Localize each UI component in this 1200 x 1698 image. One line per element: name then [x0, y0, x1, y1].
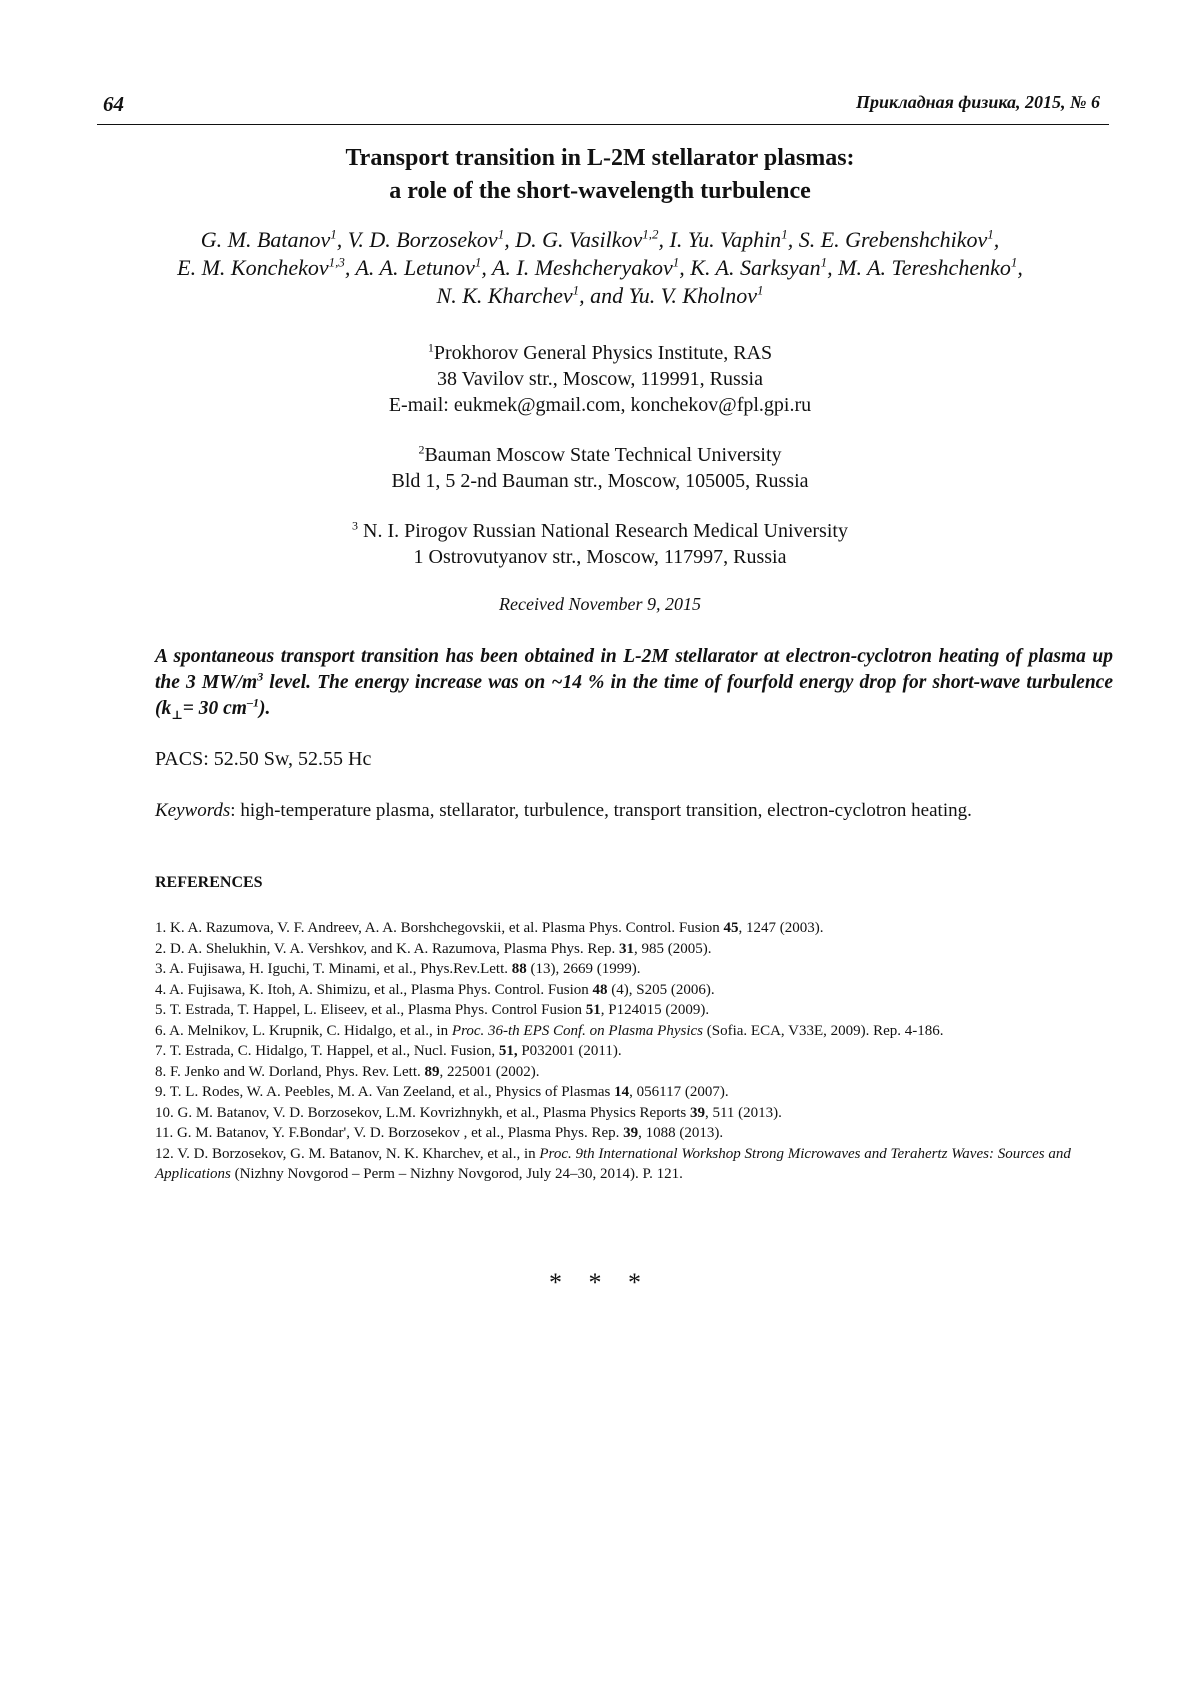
keywords-label: Keywords	[155, 800, 231, 821]
reference-text: Proc. 9th International Workshop Strong Microwaves and Terahertz Waves: Sources and Applications	[155, 1145, 1071, 1182]
reference-text: 9. T. L. Rodes, W. A. Peebles, M. A. Van Zeeland, et al., Physics of Plasmas	[155, 1084, 615, 1100]
reference-text: 7. T. Estrada, C. Hidalgo, T. Happel, et al., Nucl. Fusion,	[155, 1043, 499, 1059]
author-separator: ,	[827, 255, 839, 280]
affiliation-1-name: Prokhorov General Physics Institute, RAS	[433, 342, 773, 364]
affiliation-3-marker: 3	[352, 518, 359, 533]
reference-list	[155, 918, 1115, 1185]
reference-text: 10. G. M. Batanov, V. D. Borzosekov, L.M. Kovrizhnykh, et al., Plasma Physics Reports	[155, 1104, 690, 1121]
reference-text: 39	[689, 1104, 705, 1121]
author-separator: ,	[504, 227, 516, 252]
author-affiliation-marker: 1	[672, 254, 680, 270]
author-name: Yu. V. Kholnov	[628, 283, 757, 308]
author-separator: ,	[679, 255, 691, 280]
author-name: I. Yu. Vaphin	[669, 227, 782, 252]
reference-text: 39	[623, 1125, 639, 1141]
author-name: A. I. Meshcheryakov	[491, 255, 673, 280]
abstract-sup-1: 3	[257, 669, 264, 684]
reference-item	[155, 1123, 1115, 1144]
author-name: S. E. Grebenshchikov	[798, 227, 988, 252]
author-separator: ,	[344, 255, 356, 280]
keywords	[155, 800, 972, 822]
author-separator: ,	[481, 255, 492, 280]
abstract-text-2: level. The energy increase was on ~14 % in the time of fourfold energy drop for short-wave turbulence (k	[155, 672, 1113, 719]
references-heading: REFERENCES	[155, 874, 263, 891]
keywords-text: : high-temperature plasma, stellarator, turbulence, transport transition, electron-cyclotron heating.	[230, 800, 972, 821]
author-separator: ,	[658, 227, 670, 252]
reference-item	[155, 959, 1115, 980]
affiliation-2	[0, 442, 1200, 494]
author-separator: ,	[336, 227, 348, 252]
reference-text: 51,	[498, 1043, 518, 1059]
reference-item	[155, 1144, 1115, 1185]
reference-text: 48	[592, 981, 608, 998]
abstract-text-1: A spontaneous transport transition has been obtained in L-2M stellarator at electron-cyclotron heating of plasma up the 3 MW/m	[155, 646, 1113, 693]
abstract	[155, 644, 1113, 722]
author-affiliation-marker: 1,3	[328, 254, 345, 270]
reference-text: , 1247 (2003).	[738, 920, 824, 936]
reference-item	[155, 1000, 1115, 1021]
author-name: G. M. Batanov	[200, 227, 331, 252]
author-affiliation-marker: 1,2	[642, 226, 659, 242]
title-line-1: Transport transition in L-2M stellarator plasmas:	[345, 145, 855, 171]
reference-item	[155, 1062, 1115, 1083]
author-name: E. M. Konchekov	[177, 255, 329, 280]
reference-text: (Nizhny Novgorod – Perm – Nizhny Novgorod, July 24–30, 2014). P. 121.	[230, 1166, 683, 1182]
reference-text: , 1088 (2013).	[638, 1125, 724, 1141]
reference-text: 1. K. A. Razumova, V. F. Andreev, A. A. Borshchegovskii, et al. Plasma Phys. Control. Fusion	[155, 920, 724, 936]
affiliation-1-address: 38 Vavilov str., Moscow, 119991, Russia	[437, 368, 763, 390]
affiliation-2-marker: 2	[418, 442, 425, 457]
reference-text: (13), 2669 (1999).	[526, 961, 641, 977]
affiliation-2-address: Bld 1, 5 2-nd Bauman str., Moscow, 105005, Russia	[391, 470, 809, 492]
reference-text: 12. V. D. Borzosekov, G. M. Batanov, N. K. Kharchev, et al., in	[155, 1145, 540, 1162]
author-separator: , and	[579, 283, 629, 308]
reference-text: 6. A. Melnikov, L. Krupnik, C. Hidalgo, et al., in	[155, 1022, 452, 1039]
affiliation-3	[0, 518, 1200, 570]
author-affiliation-marker: 1	[474, 254, 482, 270]
abstract-text-3: = 30 cm	[182, 698, 247, 719]
reference-item	[155, 1041, 1115, 1062]
reference-text: 11. G. M. Batanov, Y. F.Bondar', V. D. Borzosekov , et al., Plasma Phys. Rep.	[155, 1125, 624, 1141]
author-affiliation-marker: 1	[330, 226, 337, 242]
affiliation-3-name: N. I. Pirogov Russian National Research Medical University	[363, 520, 848, 542]
reference-text: 14	[614, 1084, 630, 1100]
author-name: A. A. Letunov	[355, 255, 475, 280]
reference-text: 8. F. Jenko and W. Dorland, Phys. Rev. Lett.	[155, 1063, 425, 1080]
reference-text: 51	[585, 1002, 601, 1018]
abstract-sub-1: ⊥	[171, 707, 183, 722]
affiliation-2-name: Bauman Moscow State Technical University	[424, 444, 782, 466]
author-affiliation-marker: 1	[497, 226, 505, 242]
reference-item	[155, 1082, 1115, 1103]
author-affiliation-marker: 1	[756, 282, 764, 298]
reference-text: (Sofia. ECA, V33E, 2009). Rep. 4-186.	[703, 1022, 944, 1039]
reference-item	[155, 939, 1115, 960]
affiliation-1-email: E-mail: eukmek@gmail.com, konchekov@fpl.gpi.ru	[388, 394, 812, 416]
reference-text: 3. A. Fujisawa, H. Iguchi, T. Minami, et al., Phys.Rev.Lett.	[155, 961, 512, 977]
reference-text: 31	[619, 940, 635, 957]
abstract-sup-2: –1	[246, 695, 259, 710]
reference-text: 88	[511, 961, 527, 977]
journal-header: Прикладная физика, 2015, № 6	[855, 92, 1100, 112]
reference-text: 45	[723, 920, 739, 936]
affiliation-1-marker: 1	[427, 340, 434, 355]
author-separator: ,	[787, 227, 799, 252]
author-name: V. D. Borzosekov	[347, 227, 498, 252]
reference-text: 4. A. Fujisawa, K. Itoh, A. Shimizu, et al., Plasma Phys. Control. Fusion	[155, 981, 593, 998]
reference-item	[155, 1021, 1115, 1042]
header-rule	[97, 124, 1109, 125]
reference-text: 2. D. A. Shelukhin, V. A. Vershkov, and K. A. Razumova, Plasma Phys. Rep.	[155, 940, 620, 957]
author-separator: ,	[993, 227, 1000, 252]
author-affiliation-marker: 1	[572, 282, 580, 298]
received-date: Received November 9, 2015	[499, 594, 701, 614]
page-number: 64	[103, 92, 124, 116]
author-name: K. A. Sarksyan	[690, 255, 821, 280]
author-name: N. K. Kharchev	[436, 283, 573, 308]
reference-text: , 511 (2013).	[704, 1104, 782, 1121]
author-affiliation-marker: 1	[781, 226, 788, 242]
author-affiliation-marker: 1	[987, 226, 994, 242]
reference-text: , 056117 (2007).	[629, 1084, 729, 1100]
author-list	[0, 226, 1200, 310]
author-name: D. G. Vasilkov	[515, 227, 643, 252]
author-name: M. A. Tereshchenko	[838, 255, 1011, 280]
reference-text: Proc. 36-th EPS Conf. on Plasma Physics	[451, 1022, 704, 1039]
reference-item	[155, 918, 1115, 939]
reference-text: , 985 (2005).	[634, 940, 712, 957]
author-affiliation-marker: 1	[820, 254, 828, 270]
reference-text: 5. T. Estrada, T. Happel, L. Eliseev, et al., Plasma Phys. Control Fusion	[155, 1002, 586, 1018]
reference-text: 89	[424, 1063, 440, 1080]
reference-text: (4), S205 (2006).	[607, 981, 715, 998]
affiliation-3-address: 1 Ostrovutyanov str., Moscow, 117997, Russia	[413, 546, 787, 568]
abstract-text-4: ).	[258, 698, 271, 719]
reference-item	[155, 1103, 1115, 1124]
title-line-2: a role of the short-wavelength turbulence	[389, 178, 811, 204]
reference-text: P032001 (2011).	[517, 1043, 622, 1059]
author-separator: ,	[1017, 255, 1023, 280]
article-title	[0, 142, 1200, 208]
reference-item	[155, 980, 1115, 1001]
end-mark: * * *	[549, 1268, 651, 1297]
author-affiliation-marker: 1	[1010, 254, 1018, 270]
reference-text: , P124015 (2009).	[600, 1002, 710, 1018]
affiliation-1	[0, 340, 1200, 418]
pacs-codes: PACS: 52.50 Sw, 52.55 Hc	[155, 748, 372, 770]
reference-text: , 225001 (2002).	[439, 1063, 540, 1080]
